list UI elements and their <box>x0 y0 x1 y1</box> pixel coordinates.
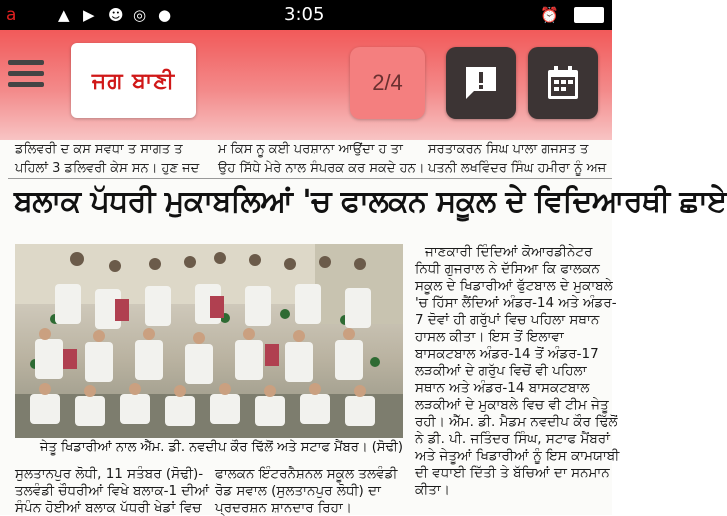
text-line: ਨਿਧੀ ਗੁਜਰਾਲ ਨੇ ਦੱਸਿਆ ਕਿ ਫਾਲਕਨ <box>415 261 600 277</box>
battery-icon <box>574 7 604 23</box>
text-line: 'ਚ ਹਿੱਸਾ ਲੈਂਦਿਆਂ ਅੰਡਰ-14 ਅਤੇ ਅੰਡਰ- <box>415 295 617 311</box>
logo-text: ਜਗ ਬਾਣੀ <box>91 67 176 94</box>
alarm-icon: ⏰ <box>540 6 559 24</box>
calendar-icon <box>546 65 580 101</box>
headline: ਬਲਾਕ ਪੱਧਰੀ ਮੁਕਾਬਲਿਆਂ 'ਚ ਫਾਲਕਨ ਸਕੂਲ ਦੇ ਵਿਦਿਆਰਥੀ ਛਾਏ <box>14 184 727 219</box>
text-line: ਸੰਪੰਨ ਹੋਈਆਂ ਬਲਾਕ ਪੱਧਰੀ ਖੇਡਾਂ ਵਿਚ <box>15 500 202 516</box>
text-line: ਸੁਲਤਾਨਪੁਰ ਲੋਧੀ, 11 ਸਤੰਬਰ (ਸੋਢੀ)- <box>15 466 204 482</box>
app-bar <box>0 30 612 140</box>
text-line: ਹਾਸਲ ਕੀਤਾ। ਇਸ ਤੋਂ ਇਲਾਵਾ <box>415 329 564 345</box>
text-line: ਨੇ ਡੀ. ਪੀ. ਜਤਿੰਦਰ ਸਿੰਘ, ਸਟਾਫ ਮੈਂਬਰਾਂ <box>415 431 610 447</box>
text-line: ਦੀ ਵਧਾਈ ਦਿੱਤੀ ਤੇ ਬੱਚਿਆਂ ਦਾ ਸਨਮਾਨ <box>415 465 610 481</box>
text-line: ਅਤੇ ਜੇਤੂਆਂ ਖਿਡਾਰੀਆਂ ਨੂੰ ਇਸ ਕਾਮਯਾਬੀ <box>415 448 620 464</box>
team-photo <box>15 244 403 438</box>
snippet-middle: ਮ ਕਿਸ ਨੂ ਕਈ ਪਰਸ਼ਾਨਾ ਆਉਂਦਾ ਹ ਤਾ ਉਹ ਸਿੱਧੇ ਮੇਰੇ ਨਾਲ ਸੰਪਰਕ ਕਰ ਸਕਦੇ ਹਨ। <box>218 142 425 176</box>
divider <box>8 178 612 179</box>
text-line: ਪ੍ਰਦਰਸ਼ਨ ਸ਼ਾਨਦਾਰ ਰਿਹਾ। <box>215 500 352 516</box>
status-bar <box>0 0 612 30</box>
text-line: ਫਾਲਕਨ ਇੰਟਰਨੈਸ਼ਨਲ ਸਕੂਲ ਤਲਵੰਡੀ <box>215 466 398 482</box>
text-line: ਜਾਣਕਾਰੀ ਦਿੰਦਿਆਂ ਕੋਆਰਡੀਨੇਟਰ <box>425 244 593 260</box>
clock: 3:05 <box>284 4 325 25</box>
text-line: ਬਾਸਕਟਬਾਲ ਅੰਡਰ-14 ਤੋਂ ਅੰਡਰ-17 <box>415 346 599 362</box>
calendar-button[interactable] <box>528 47 598 119</box>
text-line: ਰਹੀ। ਐੱਮ. ਡੀ. ਮੈਡਮ ਨਵਦੀਪ ਕੌਰ ਢਿੱਲੋਂ <box>415 414 618 430</box>
airtel-icon: a <box>6 5 17 25</box>
text-line: ਕੀਤਾ। <box>415 482 450 498</box>
epaper-page[interactable] <box>0 140 727 516</box>
menu-icon[interactable] <box>8 60 44 92</box>
text-line: ਸਕੂਲ ਦੇ ਖਿਡਾਰੀਆਂ ਫੁੱਟਬਾਲ ਦੇ ਮੁਕਾਬਲੇ <box>415 278 613 294</box>
text-line: ਲੜਕੀਆਂ ਦੇ ਮੁਕਾਬਲੇ ਵਿਚ ਵੀ ਟੀਮ ਜੇਤੂ <box>415 397 609 413</box>
chat-icon: ● <box>158 6 172 24</box>
feedback-button[interactable] <box>446 47 516 119</box>
page-indicator: 2/4 <box>372 70 403 95</box>
snapchat-icon: ☻ <box>108 6 124 24</box>
text-line: ਲੜਕੀਆਂ ਦੇ ਗਰੁੱਪ ਵਿਚੋਂ ਵੀ ਪਹਿਲਾ <box>415 363 587 379</box>
whatsapp-icon: ◎ <box>133 6 147 24</box>
text-line: 7 ਦੋਵਾਂ ਹੀ ਗਰੁੱਪਾਂ ਵਿਚ ਪਹਿਲਾ ਸਥਾਨ <box>415 312 600 328</box>
text-line: ਰੋਡ ਸਵਾਲ (ਸੁਲਤਾਨਪੁਰ ਲੋਧੀ) ਦਾ <box>215 483 381 499</box>
warning-icon: ▲ <box>58 6 70 24</box>
photo-caption: ਜੇਤੂ ਖਿਡਾਰੀਆਂ ਨਾਲ ਐੱਮ. ਡੀ. ਨਵਦੀਪ ਕੌਰ ਢਿੱਲੋਂ ਅਤੇ ਸਟਾਫ ਮੈਂਬਰ। (ਸੋਢੀ) <box>40 440 403 455</box>
group-photo-image <box>15 244 403 438</box>
youtube-icon: ▶ <box>83 6 95 24</box>
page-indicator-button[interactable] <box>350 47 425 119</box>
text-line: ਸਥਾਨ ਅਤੇ ਅੰਡਰ-14 ਬਾਸਕਟਬਾਲ <box>415 380 590 396</box>
text-line: ਤਲਵੰਡੀ ਚੌਧਰੀਆਂ ਵਿਖੇ ਬਲਾਕ-1 ਦੀਆਂ <box>15 483 210 499</box>
snippet-right: ਸਰਤਾਕਰਨ ਸਿਘ ਪਾਲਾ ਗਜਸਤ ਤ ਪਤਨੀ ਲਖਵਿੰਦਰ ਸਿੰਘ ਹਮੀਰਾ ਨੂੰ ਅਜ <box>428 142 607 176</box>
feedback-icon <box>464 65 498 101</box>
jagbani-logo[interactable] <box>71 43 196 118</box>
snippet-left: ਡਲਿਵਰੀ ਦ ਕਸ ਸਵਧਾ ਤ ਸਾਗਤ ਤ ਪਹਿਲਾਂ 3 ਡਲਿਵਰੀ ਕੇਸ ਸਨ। ਹੁਣ ਜਦ <box>15 142 200 176</box>
